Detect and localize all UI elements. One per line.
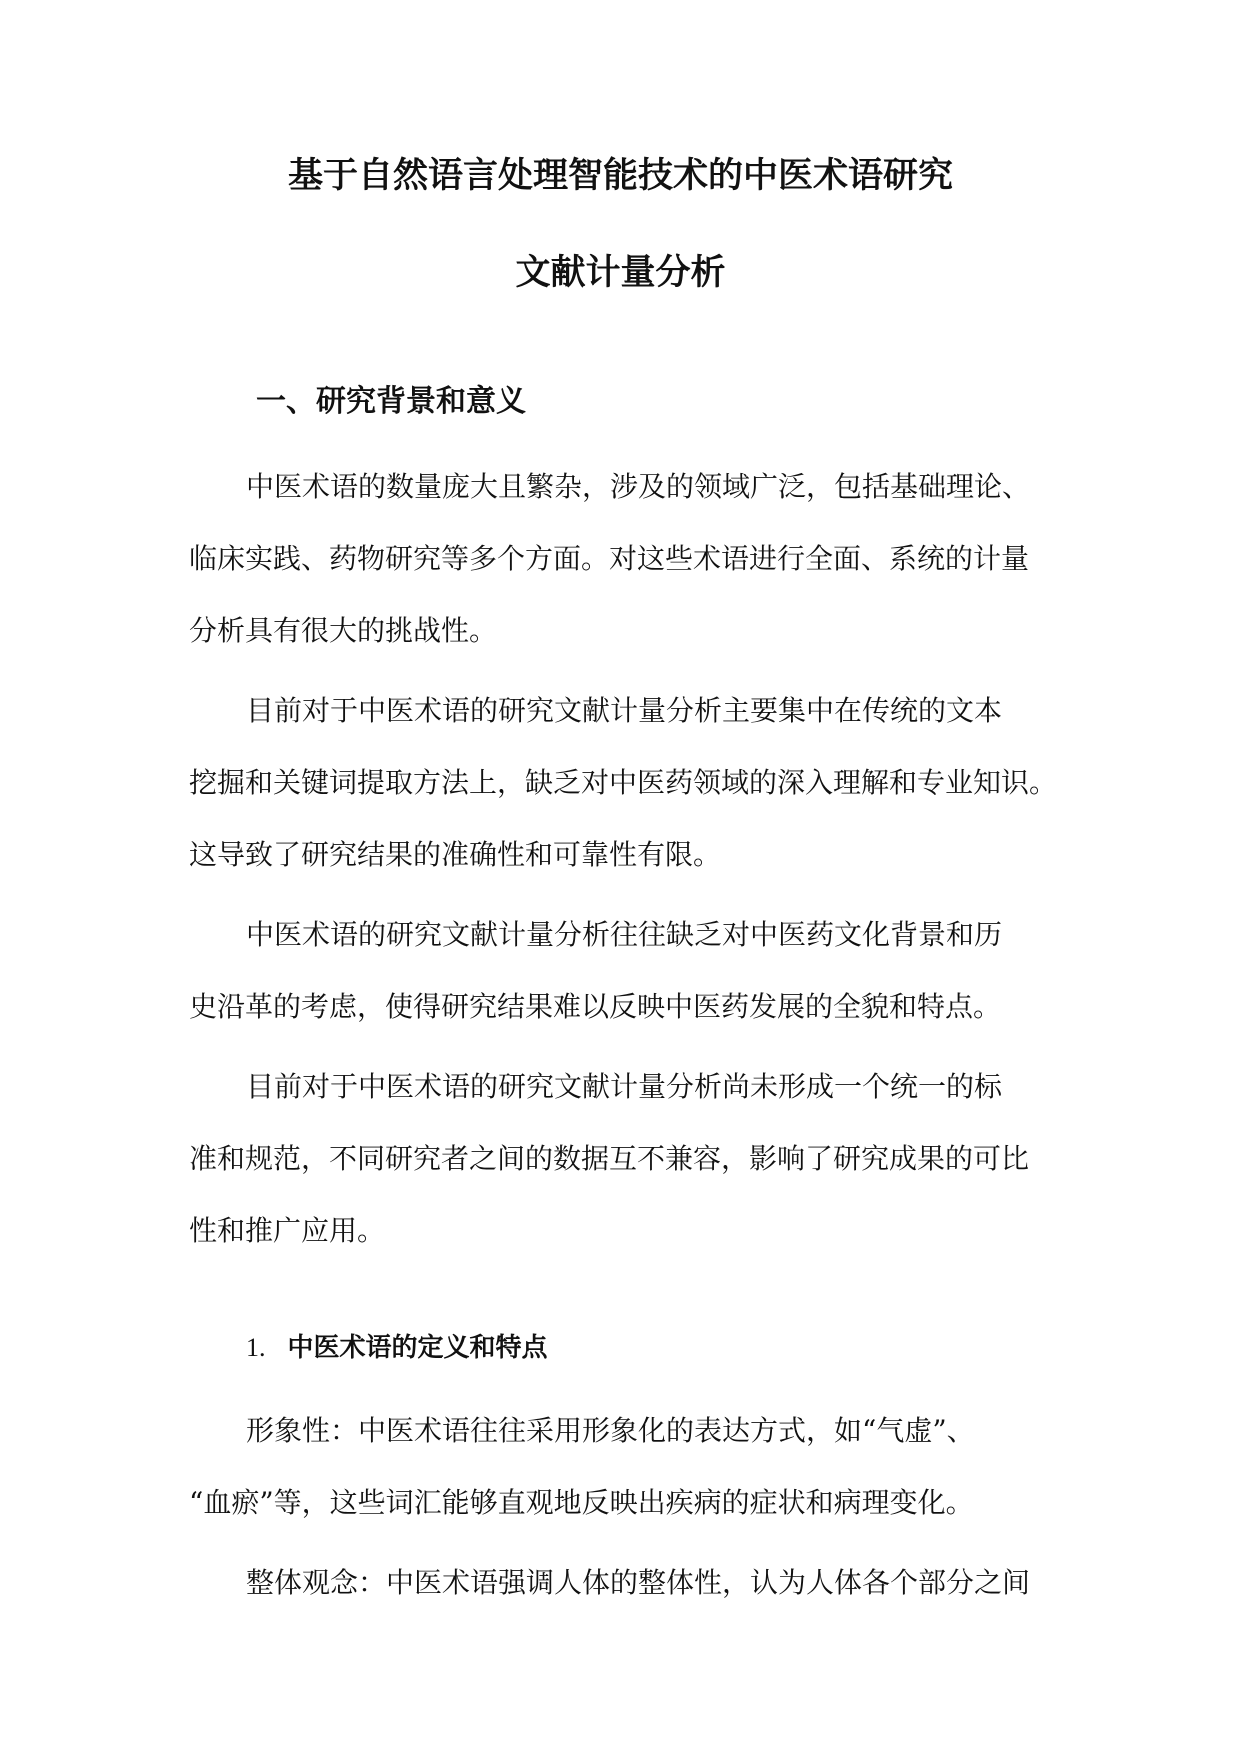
- paragraph-line: 这导致了研究结果的准确性和可靠性有限。: [189, 838, 722, 871]
- subsection-title: 中医术语的定义和特点: [287, 1333, 548, 1363]
- paragraph-line: 中医术语的研究文献计量分析往往缺乏对中医药文化背景和历: [246, 918, 1003, 951]
- section-heading-background: 一、研究背景和意义: [256, 384, 526, 419]
- paragraph-line: 准和规范，不同研究者之间的数据互不兼容，影响了研究成果的可比: [189, 1142, 1030, 1175]
- paragraph-line: 目前对于中医术语的研究文献计量分析主要集中在传统的文本: [246, 694, 1003, 727]
- paragraph-line: 整体观念：中医术语强调人体的整体性，认为人体各个部分之间: [246, 1566, 1031, 1599]
- paragraph-line: “血瘀”等，这些词汇能够直观地反映出疾病的症状和病理变化。: [189, 1486, 974, 1519]
- paragraph-line: 性和推广应用。: [189, 1214, 386, 1247]
- subsection-heading-definition: [246, 1332, 548, 1364]
- paragraph-line: 史沿革的考虑，使得研究结果难以反映中医药发展的全貌和特点。: [189, 990, 1002, 1023]
- paragraph-line: 形象性：中医术语往往采用形象化的表达方式，如“气虚”、: [246, 1414, 975, 1447]
- paragraph-line: 挖掘和关键词提取方法上，缺乏对中医药领域的深入理解和专业知识。: [189, 766, 1058, 799]
- paragraph-line: 临床实践、药物研究等多个方面。对这些术语进行全面、系统的计量: [189, 542, 1030, 575]
- subsection-number: 1.: [246, 1333, 266, 1362]
- paragraph-line: 目前对于中医术语的研究文献计量分析尚未形成一个统一的标: [246, 1070, 1003, 1103]
- document-title-line-2: 文献计量分析: [515, 252, 726, 293]
- paragraph-line: 中医术语的数量庞大且繁杂，涉及的领域广泛，包括基础理论、: [246, 470, 1031, 503]
- paragraph-line: 分析具有很大的挑战性。: [189, 614, 498, 647]
- document-title-line-1: 基于自然语言处理智能技术的中医术语研究: [287, 155, 953, 196]
